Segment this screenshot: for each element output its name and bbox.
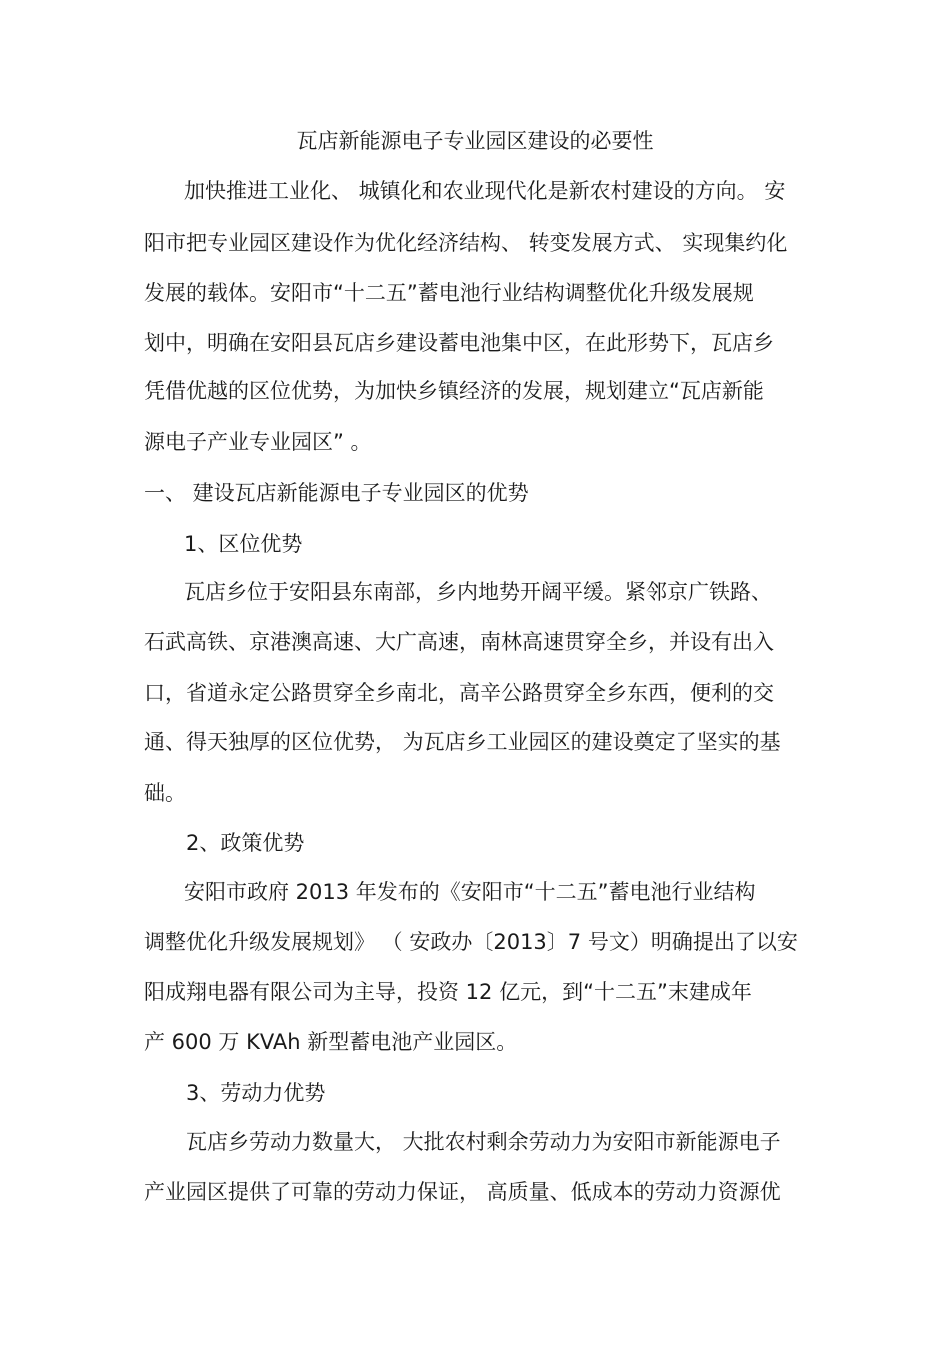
paragraph-line: 石武高铁、京港澳高速、大广高速，南林高速贯穿全乡，并设有出入 <box>144 630 774 654</box>
paragraph-line: 瓦店乡位于安阳县东南部，乡内地势开阔平缓。紧邻京广铁路、 <box>184 580 772 604</box>
paragraph-line: 产 600 万 KVAh 新型蓄电池产业园区。 <box>144 1030 518 1054</box>
subsection-heading: 3、劳动力优势 <box>186 1081 326 1105</box>
intro-line: 发展的载体。安阳市“十二五”蓄电池行业结构调整优化升级发展规 <box>144 281 754 305</box>
intro-line: 凭借优越的区位优势，为加快乡镇经济的发展，规划建立“瓦店新能 <box>144 379 764 403</box>
intro-line: 划中，明确在安阳县瓦店乡建设蓄电池集中区，在此形势下，瓦店乡 <box>144 331 774 355</box>
paragraph-line: 瓦店乡劳动力数量大， 大批农村剩余劳动力为安阳市新能源电子 <box>186 1130 781 1154</box>
paragraph-line: 口，省道永定公路贯穿全乡南北，高辛公路贯穿全乡东西，便利的交 <box>144 681 774 705</box>
paragraph-line: 调整优化升级发展规划》 （ 安政办〔2013〕7 号文）明确提出了以安 <box>144 930 798 954</box>
paragraph-line: 通、得天独厚的区位优势， 为瓦店乡工业园区的建设奠定了坚实的基 <box>144 730 781 754</box>
intro-line: 源电子产业专业园区” 。 <box>144 430 372 454</box>
paragraph-line: 阳成翔电器有限公司为主导，投资 12 亿元，到“十二五”末建成年 <box>144 980 752 1004</box>
intro-line: 加快推进工业化、 城镇化和农业现代化是新农村建设的方向。 安 <box>184 179 786 203</box>
section-heading: 一、 建设瓦店新能源电子专业园区的优势 <box>144 481 529 505</box>
subsection-heading: 2、政策优势 <box>186 831 305 855</box>
document-title: 瓦店新能源电子专业园区建设的必要性 <box>296 129 654 153</box>
paragraph-line: 础。 <box>144 781 186 805</box>
paragraph-line: 产业园区提供了可靠的劳动力保证， 高质量、低成本的劳动力资源优 <box>144 1180 781 1204</box>
subsection-heading: 1、区位优势 <box>184 532 303 556</box>
intro-line: 阳市把专业园区建设作为优化经济结构、 转变发展方式、 实现集约化 <box>144 231 788 255</box>
paragraph-line: 安阳市政府 2013 年发布的《安阳市“十二五”蓄电池行业结构 <box>184 880 756 904</box>
